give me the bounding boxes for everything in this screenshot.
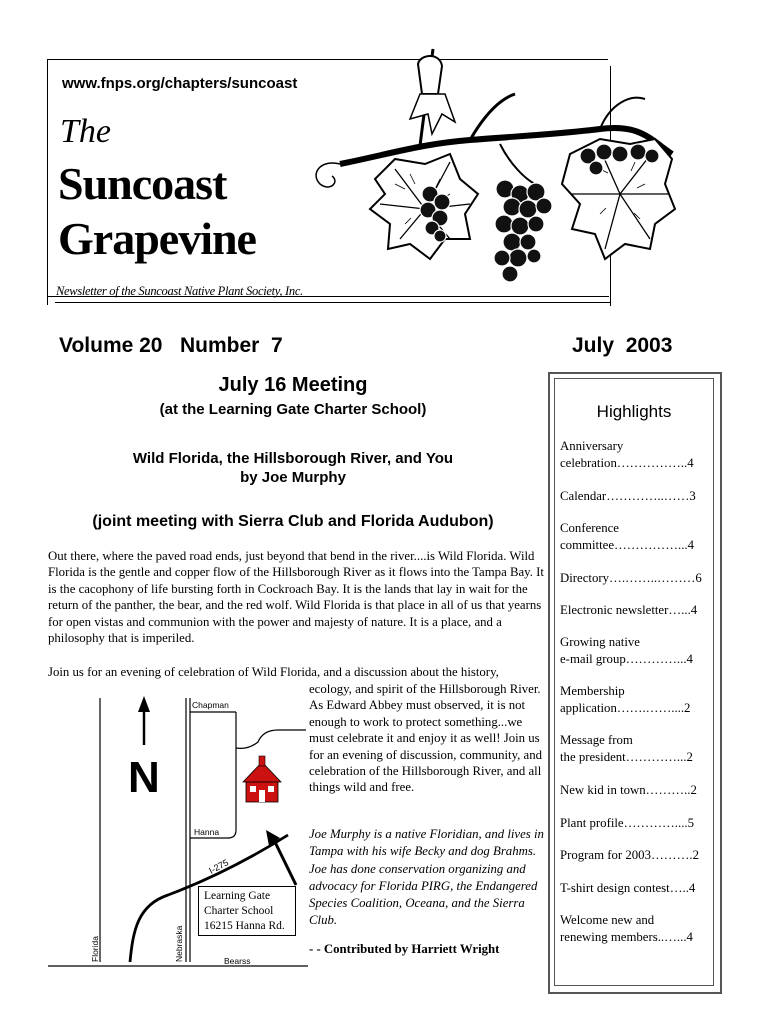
- school-address: 16215 Hanna Rd.: [204, 920, 285, 932]
- highlight-item[interactable]: [560, 634, 712, 667]
- issue-date: July 2003: [572, 334, 673, 357]
- highlight-item[interactable]: [560, 683, 712, 716]
- highlight-item[interactable]: [560, 520, 712, 553]
- masthead-title-line1: Suncoast: [58, 158, 227, 209]
- speaker-bio: Joe Murphy is a native Floridian, and lives in Tampa with his wife Becky and dog Brahms. Joe has done conservation organizing and advocacy for Florida PIRG, the Endangered Species Coalition, Oceana, and the Sierra Club.: [309, 827, 544, 928]
- street-label-chapman: Chapman: [192, 700, 229, 710]
- highlight-item-text: Calendar…………..……3: [560, 489, 696, 503]
- volume-number: Volume 20 Number 7: [59, 334, 283, 357]
- highlight-item-page: application…….……....2: [560, 700, 691, 715]
- meeting-venue: (at the Learning Gate Charter School): [159, 401, 427, 418]
- highlight-item-text: Growing native: [560, 635, 640, 649]
- street-label-i275: I-275: [207, 857, 231, 876]
- grapevine-illustration: [300, 44, 680, 294]
- article-paragraph: Out there, where the paved road ends, just beyond that bend in the river....is Wild Florida. Wild Florida is the gentle and copper flow of the Hillsborough River as it flows into the Tampa Bay. It is the cacophony of life bursting forth in Cockroach Bay. It is the lands that lay in wait for the return of the panther, the bear, and the red wolf. Wild Florida is that place in all of us that yearns for open vistas and communion with the power and majesty of nature. It is a place, and a philosophy that is imperiled.: [48, 549, 544, 646]
- highlight-item[interactable]: [560, 438, 712, 471]
- highlight-item-text: T-shirt design contest…..4: [560, 881, 696, 895]
- schoolhouse-icon: [243, 756, 281, 802]
- highlight-item-page: renewing members..…...4: [560, 929, 693, 944]
- street-label-hanna: Hanna: [194, 827, 220, 837]
- street-label-florida: Florida: [90, 936, 100, 962]
- highlight-item-text: New kid in town………..2: [560, 783, 697, 797]
- highlight-item-text: Plant profile…………....5: [560, 816, 694, 830]
- highlight-item[interactable]: [560, 880, 712, 897]
- article-credit: - - Contributed by Harriett Wright: [309, 942, 500, 956]
- meeting-title: July 16 Meeting: [218, 374, 368, 396]
- highlight-item-text: Conference: [560, 521, 619, 535]
- highlight-item-text: Program for 2003……….2: [560, 848, 699, 862]
- highlight-item-text: Membership: [560, 684, 625, 698]
- school-name-line1: Learning Gate: [204, 890, 271, 902]
- article-paragraph-continued: ecology, and spirit of the Hillsborough River. As Edward Abbey must observed, it is not enough to work to protect something...we must celebrate it and enjoy it as well! Join us for an evening of discussion, community, and celebration of the Hillsborough River, and all things wild and free.: [309, 682, 543, 795]
- highlight-item[interactable]: [560, 912, 712, 945]
- highlight-item[interactable]: [560, 815, 712, 832]
- highlight-item[interactable]: [560, 782, 712, 799]
- highlight-item[interactable]: [560, 847, 712, 864]
- highlight-item[interactable]: [560, 570, 712, 587]
- highlight-item-text: Anniversary: [560, 439, 624, 453]
- highlight-item[interactable]: [560, 488, 712, 505]
- highlight-item[interactable]: [560, 732, 712, 765]
- school-address-label: [198, 886, 296, 936]
- joint-meeting-note: (joint meeting with Sierra Club and Florida Audubon): [92, 513, 494, 530]
- highlight-item-text: Welcome new and: [560, 913, 655, 927]
- article-paragraph-start: Join us for an evening of celebration of Wild Florida, and a discussion about the history,: [48, 665, 499, 679]
- highlight-item-page: the president…………...2: [560, 749, 693, 764]
- street-label-bearss: Bearss: [224, 956, 251, 966]
- masthead-title-line2: Grapevine: [58, 213, 256, 264]
- highlight-item-page: committee……………...4: [560, 537, 694, 552]
- highlight-item-page: e-mail group…………...4: [560, 651, 693, 666]
- north-label: N: [128, 753, 160, 802]
- highlights-title: Highlights: [596, 402, 672, 421]
- masthead-subtitle: Newsletter of the Suncoast Native Plant Society, Inc.: [56, 284, 303, 298]
- masthead-the: The: [60, 113, 111, 150]
- school-name-line2: Charter School: [204, 905, 274, 917]
- highlight-item-text: Message from: [560, 733, 633, 747]
- chapter-url[interactable]: www.fnps.org/chapters/suncoast: [62, 75, 298, 92]
- highlight-item[interactable]: [560, 602, 712, 619]
- highlight-item-text: Directory….……..………6: [560, 571, 702, 585]
- masthead-shadow-rule: [55, 302, 610, 303]
- talk-title: Wild Florida, the Hillsborough River, and You: [132, 450, 454, 467]
- talk-speaker: by Joe Murphy: [240, 469, 346, 486]
- highlight-item-text: Electronic newsletter…...4: [560, 603, 698, 617]
- highlight-item-page: celebration……………..4: [560, 455, 694, 470]
- street-label-nebraska: Nebraska: [174, 925, 184, 962]
